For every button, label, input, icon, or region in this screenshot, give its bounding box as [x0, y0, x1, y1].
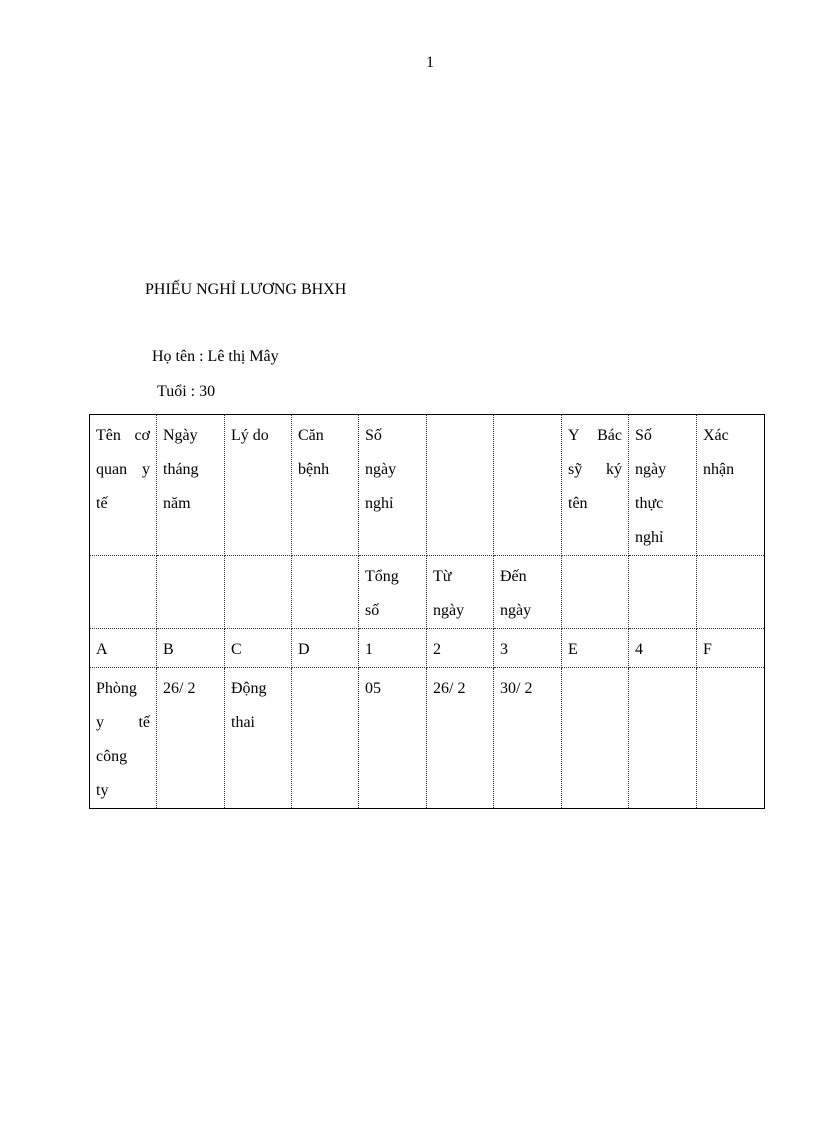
header-cell: Số ngày thực nghỉ: [629, 415, 697, 556]
header-cell: [292, 556, 359, 629]
employee-name: Họ tên : Lê thị Mây: [152, 348, 279, 365]
code-cell: 1: [359, 629, 427, 668]
data-cell: [697, 668, 765, 809]
code-cell: E: [562, 629, 629, 668]
code-cell: 3: [494, 629, 562, 668]
employee-age: Tuổi : 30: [157, 383, 216, 400]
code-cell: B: [157, 629, 225, 668]
header-row-1: [90, 415, 765, 556]
code-cell: C: [225, 629, 292, 668]
header-cell: Số ngày nghỉ: [359, 415, 427, 556]
data-row: [90, 668, 765, 809]
header-cell: [90, 556, 157, 629]
data-cell: 30/ 2: [494, 668, 562, 809]
header-cell: Xác nhận: [697, 415, 765, 556]
header-cell: Tên cơ quan y tế: [90, 415, 157, 556]
code-cell: D: [292, 629, 359, 668]
page-number: 1: [426, 54, 434, 71]
data-cell: [562, 668, 629, 809]
header-cell: [427, 415, 494, 556]
header-cell: Y Bác sỹ ký tên: [562, 415, 629, 556]
code-cell: F: [697, 629, 765, 668]
header-cell: [697, 556, 765, 629]
header-cell: [225, 556, 292, 629]
data-cell: 26/ 2: [157, 668, 225, 809]
data-cell: 26/ 2: [427, 668, 494, 809]
data-cell: [292, 668, 359, 809]
code-row: [90, 629, 765, 668]
data-cell: Phòng y tế công ty: [90, 668, 157, 809]
form-title: PHIẾU NGHỈ LƯƠNG BHXH: [145, 281, 347, 298]
header-cell: [157, 556, 225, 629]
header-cell: Lý do: [225, 415, 292, 556]
data-cell: 05: [359, 668, 427, 809]
header-cell: [562, 556, 629, 629]
header-cell: Tổng số: [359, 556, 427, 629]
leave-table: [89, 414, 765, 809]
data-cell: [629, 668, 697, 809]
code-cell: 2: [427, 629, 494, 668]
header-cell: [629, 556, 697, 629]
code-cell: A: [90, 629, 157, 668]
header-cell: Căn bệnh: [292, 415, 359, 556]
header-cell: Ngày tháng năm: [157, 415, 225, 556]
data-cell: Động thai: [225, 668, 292, 809]
header-cell: Từ ngày: [427, 556, 494, 629]
header-row-2: [90, 556, 765, 629]
header-cell: Đến ngày: [494, 556, 562, 629]
code-cell: 4: [629, 629, 697, 668]
header-cell: [494, 415, 562, 556]
